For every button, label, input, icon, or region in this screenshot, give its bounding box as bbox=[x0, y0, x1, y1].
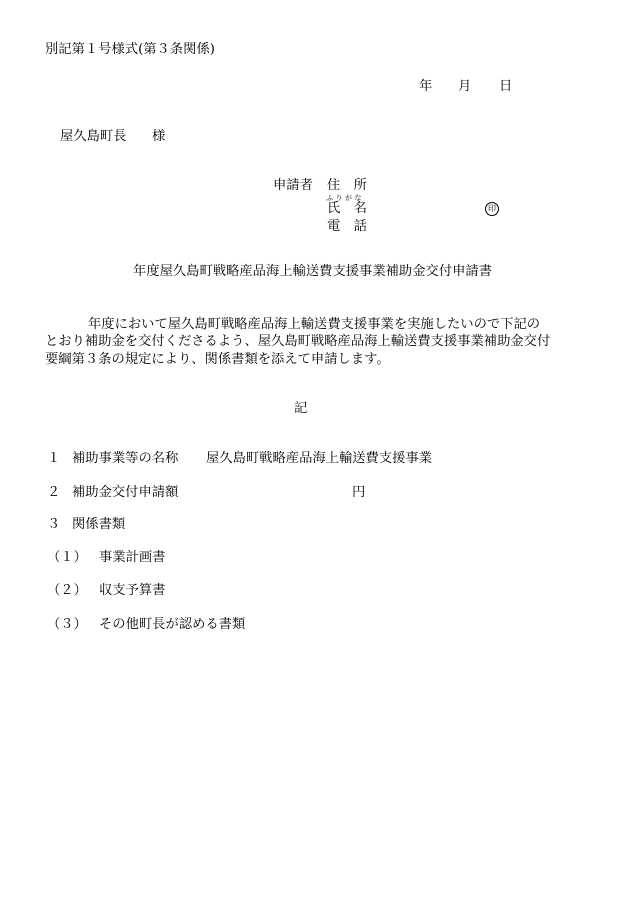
body-line: 年度において屋久島町戦略産品海上輸送費支援事業を実施したいので下記の bbox=[88, 317, 541, 332]
ki-heading: 記 bbox=[294, 401, 308, 416]
item-unit: 円 bbox=[352, 485, 366, 500]
document-number: （３） bbox=[47, 617, 87, 632]
item-label: 補助金交付申請額 bbox=[72, 485, 179, 500]
document-label: 事業計画書 bbox=[99, 550, 166, 565]
item-label: 関係書類 bbox=[72, 517, 126, 532]
document-number: （１） bbox=[47, 550, 87, 565]
item-number: １ bbox=[47, 451, 61, 466]
address-label: 住 所 bbox=[327, 178, 367, 193]
document-number: （２） bbox=[47, 583, 87, 598]
date-day-label: 日 bbox=[499, 79, 513, 94]
item-label: 補助事業等の名称 bbox=[72, 451, 179, 466]
name-label: 氏 名 bbox=[327, 201, 367, 216]
applicant-label: 申請者 bbox=[273, 178, 313, 193]
document-label: 収支予算書 bbox=[99, 583, 166, 598]
item-value: 屋久島町戦略産品海上輸送費支援事業 bbox=[206, 451, 433, 466]
seal-icon: 印 bbox=[485, 202, 499, 216]
form-label: 別記第１号様式(第３条関係) bbox=[45, 42, 215, 57]
item-number: ３ bbox=[47, 517, 61, 532]
phone-label: 電 話 bbox=[327, 219, 367, 234]
addressee-honorific: 様 bbox=[152, 129, 166, 144]
body-line: とおり補助金を交付くださるよう、屋久島町戦略産品海上輸送費支援事業補助金交付 bbox=[45, 334, 551, 349]
addressee-name: 屋久島町長 bbox=[60, 129, 127, 144]
date-month-label: 月 bbox=[458, 79, 472, 94]
document-title: 年度屋久島町戦略産品海上輸送費支援事業補助金交付申請書 bbox=[133, 264, 493, 279]
date-year-label: 年 bbox=[419, 79, 433, 94]
item-number: ２ bbox=[47, 485, 61, 500]
name-furigana: ふりがな bbox=[326, 194, 364, 202]
document-label: その他町長が認める書類 bbox=[99, 617, 246, 632]
body-line: 要綱第３条の規定により、関係書類を添えて申請します。 bbox=[45, 352, 390, 367]
